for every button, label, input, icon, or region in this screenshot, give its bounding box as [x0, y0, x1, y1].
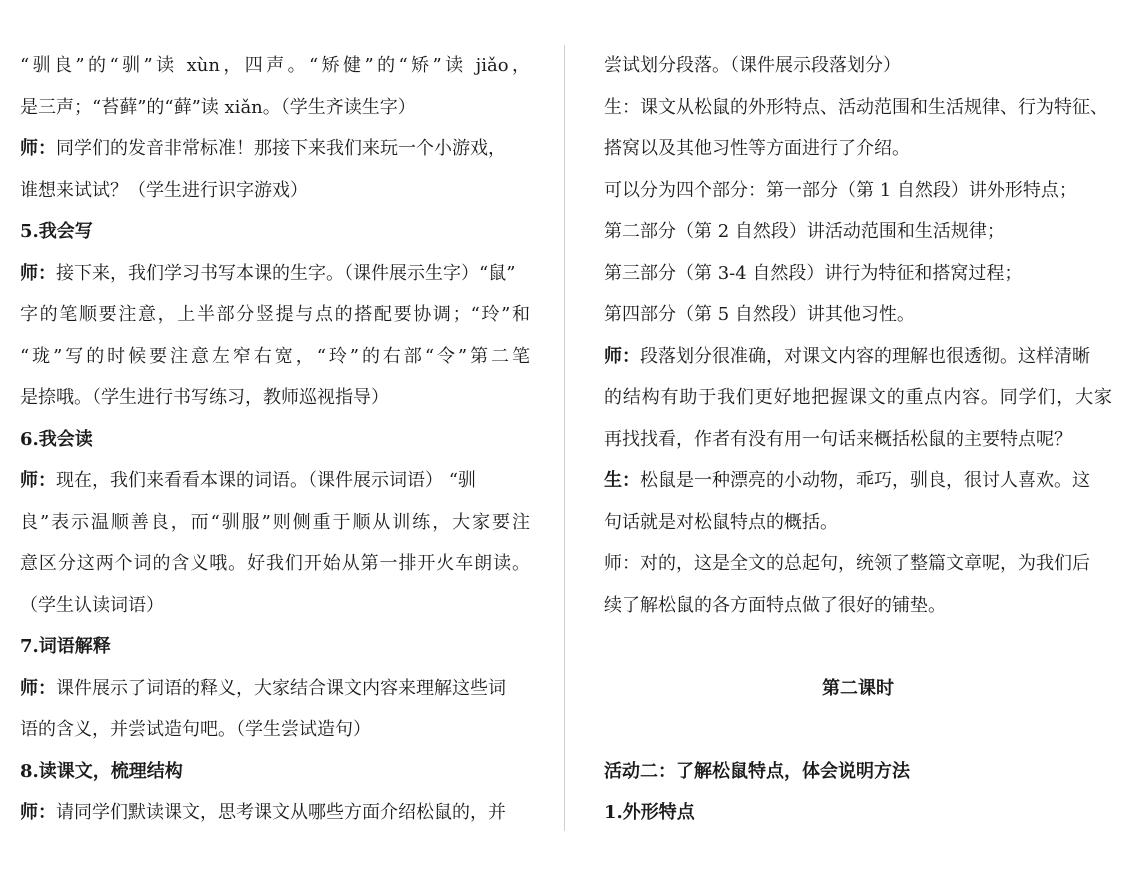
dialogue-line	[20, 792, 530, 834]
text-line: 是捺哦。（学生进行书写练习，教师巡视指导）	[20, 387, 389, 408]
text-line: 再找找看，作者有没有用一句话来概括松鼠的主要特点呢？	[604, 428, 1072, 450]
section-heading: 8.读课文，梳理结构	[20, 760, 183, 782]
text-line: 字的笔顺要注意，上半部分竖提与点的搭配要协调；“玲”和	[20, 304, 530, 325]
text-line: “珑”写的时候要注意左窄右宽，“玲”的右部“令”第二笔	[20, 345, 530, 367]
left-column	[20, 45, 530, 834]
speaker-label: 师：	[604, 345, 640, 367]
dialogue-text: 课件展示了词语的释义，大家结合课文内容来理解这些词	[56, 677, 506, 699]
dialogue-line	[20, 668, 530, 710]
dialogue-line	[604, 460, 1112, 502]
text-line: 第二部分（第 2 自然段）讲活动范围和生活规律；	[604, 221, 1005, 242]
dialogue-text: 现在，我们来看看本课的词语。（课件展示词语） “驯	[56, 470, 476, 491]
spacer	[604, 709, 1112, 751]
text-line: 的结构有助于我们更好地把握课文的重点内容。同学们，大家	[604, 387, 1112, 408]
dialogue-text: 请同学们默读课文，思考课文从哪些方面介绍松鼠的，并	[56, 802, 506, 823]
text-line: 第四部分（第 5 自然段）讲其他习性。	[604, 304, 915, 325]
column-divider	[564, 45, 565, 831]
dialogue-text: 松鼠是一种漂亮的小动物，乖巧，驯良，很讨人喜欢。这	[640, 470, 1090, 491]
speaker-label: 生：	[604, 470, 640, 491]
dialogue-line	[20, 253, 530, 295]
text-line: 是三声；“苔藓”的“藓”读 xiǎn。（学生齐读生字）	[20, 96, 416, 118]
text-line: （学生认读词语）	[20, 594, 164, 616]
right-column	[604, 45, 1112, 834]
text-line: 意区分这两个词的含义哦。好我们开始从第一排开火车朗读。	[20, 553, 530, 574]
activity-heading: 活动二：了解松鼠特点，体会说明方法	[604, 760, 910, 782]
text-line: 生：课文从松鼠的外形特点、活动范围和生活规律、行为特征、	[604, 96, 1108, 118]
section-heading: 7.词语解释	[20, 636, 111, 657]
lesson-title: 第二课时	[822, 677, 894, 699]
spacer	[604, 626, 1112, 668]
speaker-label: 师：	[20, 470, 56, 491]
speaker-label: 师：	[20, 262, 56, 284]
text-line: 续了解松鼠的各方面特点做了很好的铺垫。	[604, 594, 946, 616]
dialogue-text: 同学们的发音非常标准！那接下来我们来玩一个小游戏，	[56, 138, 506, 159]
dialogue-text: 接下来，我们学习书写本课的生字。（课件展示生字）“鼠”	[56, 262, 516, 284]
section-heading: 5.我会写	[20, 221, 93, 242]
text-line: 谁想来试试？（学生进行识字游戏）	[20, 179, 308, 201]
text-line: 语的含义，并尝试造句吧。（学生尝试造句）	[20, 719, 371, 740]
dialogue-line	[20, 460, 530, 502]
dialogue-line	[20, 128, 530, 170]
text-line: 师：对的，这是全文的总起句，统领了整篇文章呢，为我们后	[604, 553, 1090, 574]
text-line: 可以分为四个部分：第一部分（第 1 自然段）讲外形特点；	[604, 179, 1077, 201]
text-line: 尝试划分段落。（课件展示段落划分）	[604, 55, 901, 76]
text-line: 良”表示温顺善良，而“驯服”则侧重于顺从训练，大家要注	[20, 511, 530, 533]
text-line: 第三部分（第 3-4 自然段）讲行为特征和搭窝过程；	[604, 262, 1023, 284]
speaker-label: 师：	[20, 138, 56, 159]
section-heading: 6.我会读	[20, 428, 93, 450]
text-line: 搭窝以及其他习性等方面进行了介绍。	[604, 138, 910, 159]
text-line: 句话就是对松鼠特点的概括。	[604, 511, 838, 533]
speaker-label: 师：	[20, 802, 56, 823]
section-heading: 1.外形特点	[604, 802, 695, 823]
dialogue-line	[604, 336, 1112, 378]
speaker-label: 师：	[20, 677, 56, 699]
dialogue-text: 段落划分很准确，对课文内容的理解也很透彻。这样清晰	[640, 345, 1090, 367]
text-line: “驯良”的“驯”读 xùn，四声。“矫健”的“矫”读 jiǎo，	[20, 55, 530, 76]
